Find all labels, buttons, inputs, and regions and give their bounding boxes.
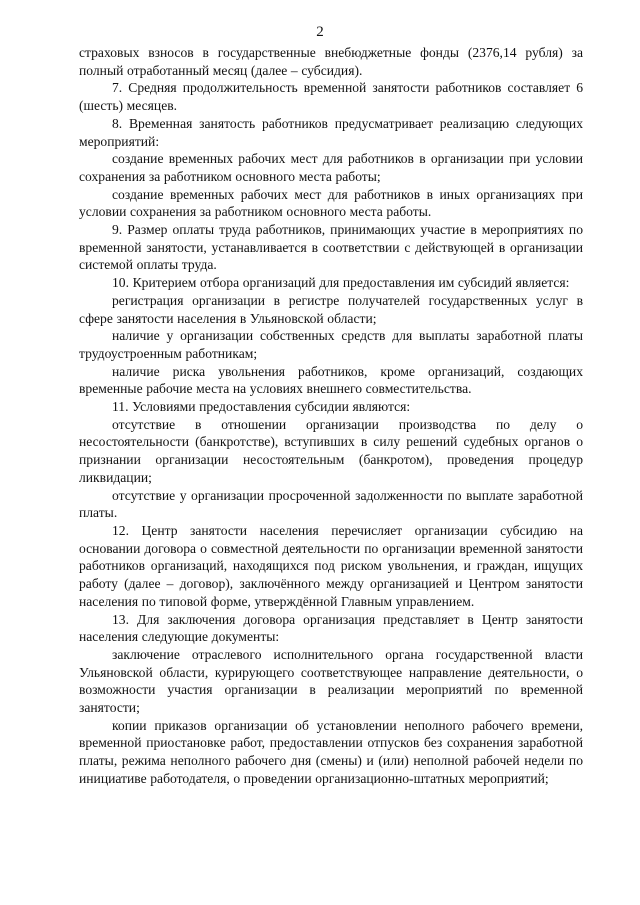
- paragraph-clause-7: 7. Средняя продолжительность временной занятости работников составляет 6 (шесть) месяцев.: [79, 80, 583, 114]
- paragraph-clause-11-item-1: отсутствие в отношении организации производства по делу о несостоятельности (банкротстве), вступивших в силу решений судебных органов о признании организации несостоятельным (банкротом), проведения процедур ликвидации;: [79, 416, 583, 485]
- document-body: [79, 44, 583, 788]
- paragraph-clause-10-item-3: наличие риска увольнения работников, кроме организаций, создающих временные рабочие места на условиях внешнего совместительства.: [79, 363, 583, 397]
- page-number: 2: [316, 24, 324, 40]
- paragraph-clause-10-item-1: регистрация организации в регистре получателей государственных услуг в сфере занятости населения в Ульяновской области;: [79, 292, 583, 326]
- paragraph-clause-10: 10. Критерием отбора организаций для предоставления им субсидий является:: [112, 275, 570, 291]
- paragraph-clause-8-item-2: создание временных рабочих мест для работников в иных организациях при условии сохранения за работником основного места работы.: [79, 186, 583, 220]
- paragraph-clause-8-item-1: создание временных рабочих мест для работников в организации при условии сохранения за работником основного места работы;: [79, 151, 583, 184]
- paragraph-clause-10-item-2: наличие у организации собственных средств для выплаты заработной платы трудоустроенным работникам;: [79, 328, 583, 361]
- paragraph-clause-11: 11. Условиями предоставления субсидии являются:: [112, 399, 411, 415]
- paragraph-clause-8: 8. Временная занятость работников предусматривает реализацию следующих мероприятий:: [79, 115, 583, 149]
- paragraph-clause-11-item-2: отсутствие у организации просроченной задолженности по выплате заработной платы.: [79, 487, 583, 521]
- paragraph-continuation: страховых взносов в государственные внебюджетные фонды (2376,14 рубля) за полный отработанный месяц (далее – субсидия).: [79, 45, 583, 78]
- paragraph-clause-12: 12. Центр занятости населения перечисляет организации субсидию на основании договора о совместной деятельности по организации временной занятости работников организаций, находящихся под риском увольнения, и граждан, ищущих работу (далее – договор), заключённого между организацией и Центром занятости населения по типовой форме, утверждённой Главным управлением.: [79, 522, 583, 609]
- paragraph-clause-13-item-1: заключение отраслевого исполнительного органа государственной власти Ульяновской области, курирующего соответствующее направление деятельности, о возможности участия организации в реализации мероприятий по временной занятости;: [79, 646, 583, 716]
- paragraph-clause-13-item-2: копии приказов организации об установлении неполного рабочего времени, временной приостановке работ, предоставлении отпусков без сохранения заработной платы, режима неполного рабочего дня (смены) и (или) неполной рабочей недели по инициативе работодателя, о проведении организационно-штатных мероприятий;: [79, 717, 583, 786]
- paragraph-clause-9: 9. Размер оплаты труда работников, принимающих участие в мероприятиях по временной занятости, устанавливается в соответствии с действующей в организации системой оплаты труда.: [79, 222, 583, 273]
- paragraph-clause-13: 13. Для заключения договора организация представляет в Центр занятости населения следующие документы:: [79, 611, 583, 645]
